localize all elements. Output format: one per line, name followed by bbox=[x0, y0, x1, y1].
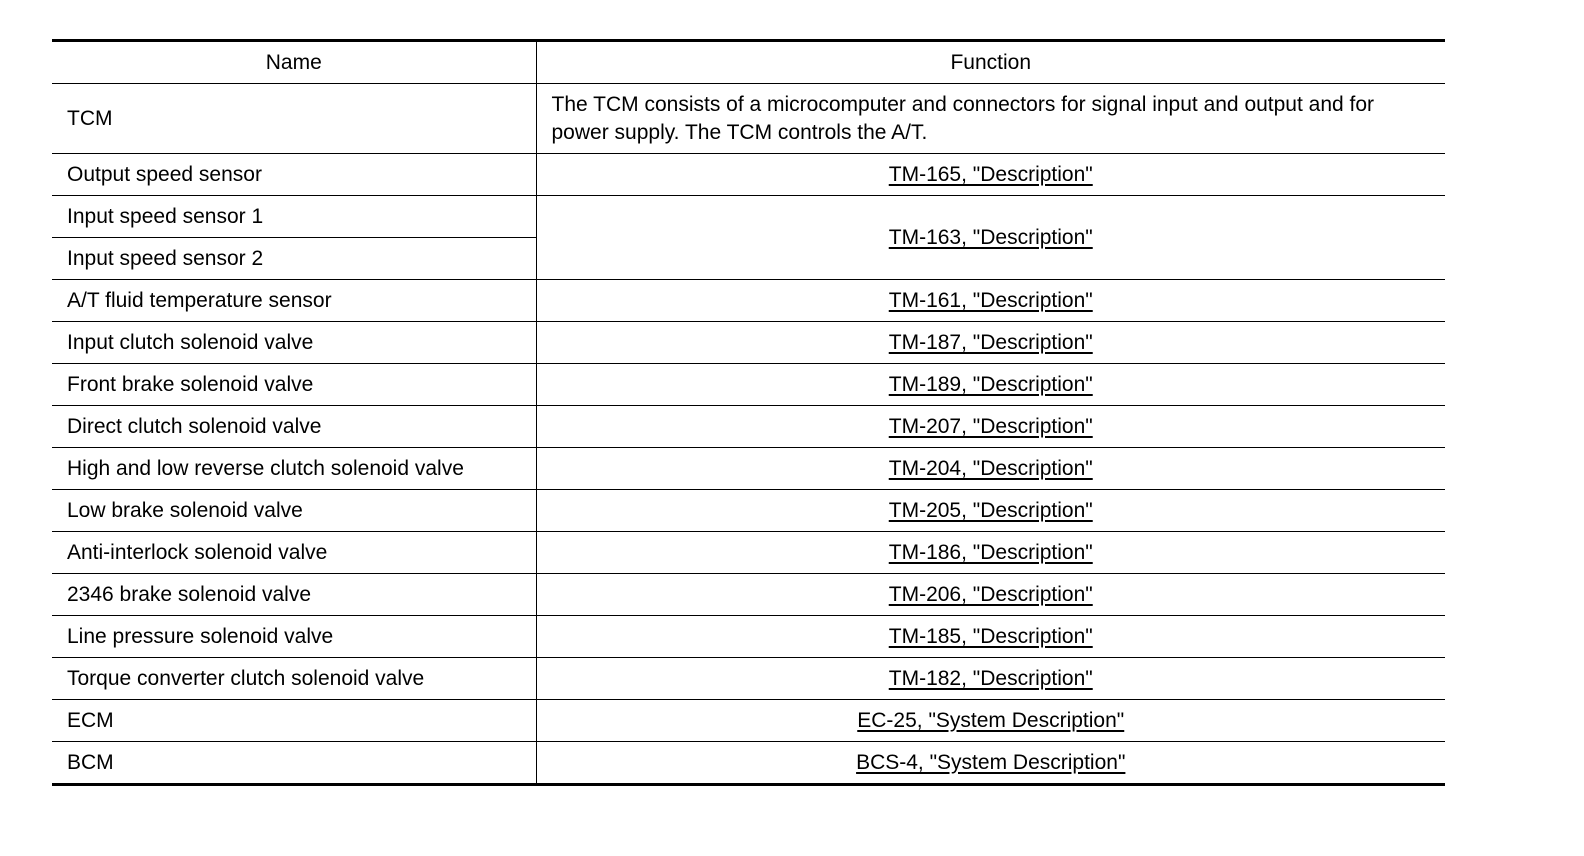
reference-link[interactable]: TM-189, "Description" bbox=[888, 372, 1093, 396]
function-cell bbox=[536, 574, 1445, 616]
component-name: High and low reverse clutch solenoid valve bbox=[52, 448, 536, 490]
table-row bbox=[52, 742, 1445, 785]
table-row bbox=[52, 574, 1445, 616]
table-row bbox=[52, 616, 1445, 658]
table-row bbox=[52, 700, 1445, 742]
function-cell bbox=[536, 742, 1445, 785]
reference-link[interactable]: TM-207, "Description" bbox=[888, 414, 1093, 438]
table-row bbox=[52, 490, 1445, 532]
function-cell bbox=[536, 490, 1445, 532]
component-name: ECM bbox=[52, 700, 536, 742]
component-name: Low brake solenoid valve bbox=[52, 490, 536, 532]
reference-link[interactable]: TM-161, "Description" bbox=[888, 288, 1093, 312]
reference-link[interactable]: TM-204, "Description" bbox=[888, 456, 1093, 480]
table-header-row bbox=[52, 41, 1445, 84]
component-name: Torque converter clutch solenoid valve bbox=[52, 658, 536, 700]
component-name: Front brake solenoid valve bbox=[52, 364, 536, 406]
reference-link[interactable]: TM-205, "Description" bbox=[888, 498, 1093, 522]
reference-link[interactable]: TM-186, "Description" bbox=[888, 540, 1093, 564]
component-name: Output speed sensor bbox=[52, 154, 536, 196]
function-cell bbox=[536, 322, 1445, 364]
function-description: The TCM consists of a microcomputer and connectors for signal input and output and for power supply. The TCM controls the A/T. bbox=[536, 84, 1445, 154]
reference-link[interactable]: EC-25, "System Description" bbox=[857, 708, 1125, 732]
function-cell bbox=[536, 700, 1445, 742]
table-row bbox=[52, 532, 1445, 574]
component-name: Direct clutch solenoid valve bbox=[52, 406, 536, 448]
component-name: A/T fluid temperature sensor bbox=[52, 280, 536, 322]
table-row bbox=[52, 364, 1445, 406]
function-cell bbox=[536, 616, 1445, 658]
table-row bbox=[52, 658, 1445, 700]
component-name: Line pressure solenoid valve bbox=[52, 616, 536, 658]
function-cell bbox=[536, 364, 1445, 406]
component-function-table bbox=[52, 39, 1445, 786]
table-row bbox=[52, 280, 1445, 322]
component-name: Input clutch solenoid valve bbox=[52, 322, 536, 364]
reference-link[interactable]: TM-163, "Description" bbox=[888, 225, 1093, 249]
reference-link[interactable]: TM-185, "Description" bbox=[888, 624, 1093, 648]
table-row bbox=[52, 196, 1445, 238]
column-header-name: Name bbox=[52, 41, 536, 84]
function-cell bbox=[536, 196, 1445, 280]
table-row bbox=[52, 84, 1445, 154]
reference-link[interactable]: TM-165, "Description" bbox=[888, 162, 1093, 186]
function-cell bbox=[536, 280, 1445, 322]
component-name: BCM bbox=[52, 742, 536, 785]
reference-link[interactable]: TM-206, "Description" bbox=[888, 582, 1093, 606]
component-name: Input speed sensor 2 bbox=[52, 238, 536, 280]
function-cell bbox=[536, 448, 1445, 490]
function-cell bbox=[536, 406, 1445, 448]
reference-link[interactable]: TM-182, "Description" bbox=[888, 666, 1093, 690]
reference-link[interactable]: TM-187, "Description" bbox=[888, 330, 1093, 354]
column-header-function: Function bbox=[536, 41, 1445, 84]
table-row bbox=[52, 406, 1445, 448]
function-cell bbox=[536, 658, 1445, 700]
table-row bbox=[52, 154, 1445, 196]
function-cell bbox=[536, 154, 1445, 196]
component-name: TCM bbox=[52, 84, 536, 154]
reference-link[interactable]: BCS-4, "System Description" bbox=[856, 750, 1126, 774]
component-name: 2346 brake solenoid valve bbox=[52, 574, 536, 616]
function-cell bbox=[536, 532, 1445, 574]
component-name: Input speed sensor 1 bbox=[52, 196, 536, 238]
component-name: Anti-interlock solenoid valve bbox=[52, 532, 536, 574]
table-row bbox=[52, 448, 1445, 490]
table-row bbox=[52, 322, 1445, 364]
